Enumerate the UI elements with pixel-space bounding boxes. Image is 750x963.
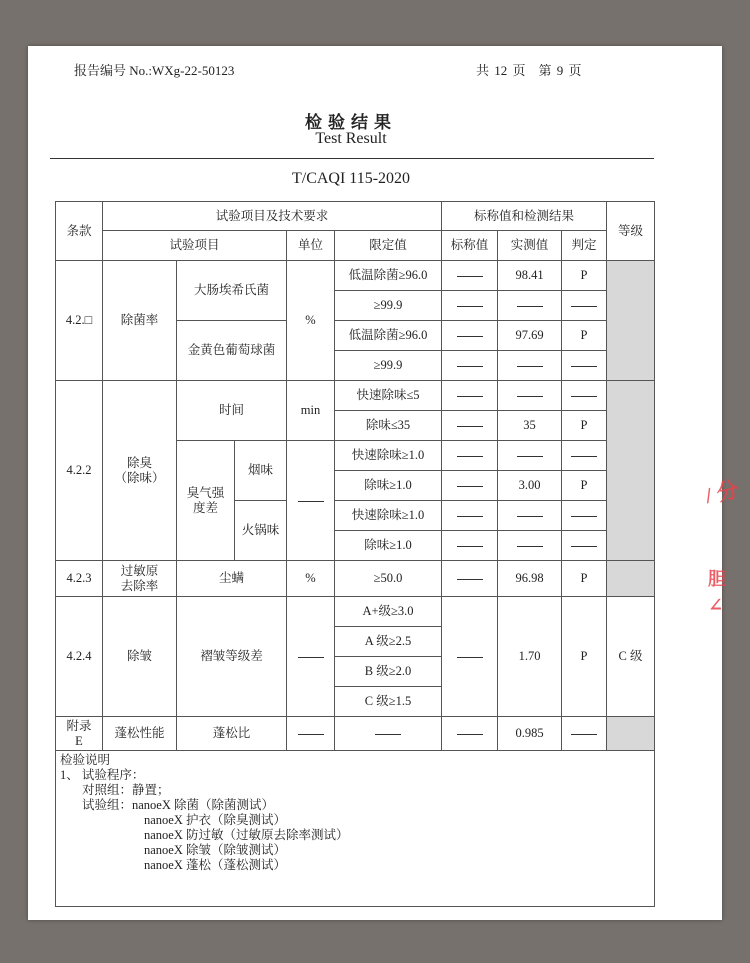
table-subheader-row bbox=[56, 231, 655, 261]
sub-item-cell: 烟味 bbox=[235, 441, 287, 501]
verdict-cell: P bbox=[562, 597, 607, 717]
nominal-cell bbox=[442, 441, 498, 471]
seal-fragment: / 分 bbox=[702, 476, 742, 509]
title-english: Test Result bbox=[315, 130, 387, 147]
grade-cell bbox=[607, 717, 655, 751]
limit-cell: A+级≥3.0 bbox=[335, 597, 442, 627]
nominal-cell bbox=[442, 561, 498, 597]
header-unit: 单位 bbox=[287, 231, 335, 261]
limit-cell: 快速除味≤5 bbox=[335, 381, 442, 411]
measured-cell bbox=[498, 501, 562, 531]
sub-item-cell: 大肠埃希氏菌 bbox=[177, 261, 287, 321]
nominal-cell bbox=[442, 717, 498, 751]
notes-line: nanoeX 蓬松（蓬松测试） bbox=[144, 858, 286, 872]
grade-cell bbox=[607, 381, 655, 561]
verdict-cell: P bbox=[562, 321, 607, 351]
measured-cell: 96.98 bbox=[498, 561, 562, 597]
limit-cell: A 级≥2.5 bbox=[335, 627, 442, 657]
limit-cell: 除味≤35 bbox=[335, 411, 442, 441]
verdict-cell: P bbox=[562, 411, 607, 441]
clause-cell: 4.2.□ bbox=[56, 261, 103, 381]
verdict-cell bbox=[562, 501, 607, 531]
limit-cell: B 级≥2.0 bbox=[335, 657, 442, 687]
measured-cell: 1.70 bbox=[498, 597, 562, 717]
nominal-cell bbox=[442, 261, 498, 291]
verdict-cell bbox=[562, 717, 607, 751]
table-row bbox=[56, 597, 655, 627]
measured-cell: 98.41 bbox=[498, 261, 562, 291]
standard-code: T/CAQI 115-2020 bbox=[291, 170, 411, 187]
nominal-cell bbox=[442, 411, 498, 441]
header-nominal-results: 标称值和检测结果 bbox=[442, 202, 607, 231]
sub-item-cell: 蓬松比 bbox=[177, 717, 287, 751]
limit-cell: 低温除菌≥96.0 bbox=[335, 261, 442, 291]
notes-line: nanoeX 除皱（除皱测试） bbox=[144, 843, 286, 857]
notes-row bbox=[56, 751, 655, 907]
verdict-cell: P bbox=[562, 261, 607, 291]
limit-cell bbox=[335, 717, 442, 751]
grade-cell bbox=[607, 261, 655, 381]
header-limit: 限定值 bbox=[335, 231, 442, 261]
limit-cell: 低温除菌≥96.0 bbox=[335, 321, 442, 351]
header-rule bbox=[50, 158, 654, 159]
clause-cell: 4.2.3 bbox=[56, 561, 103, 597]
sub-item-cell: 时间 bbox=[177, 381, 287, 441]
limit-cell: ≥50.0 bbox=[335, 561, 442, 597]
item-cell: 过敏原 去除率 bbox=[103, 561, 177, 597]
verdict-cell: P bbox=[562, 561, 607, 597]
clause-cell: 4.2.4 bbox=[56, 597, 103, 717]
notes-line: 1、 试验程序： bbox=[60, 768, 145, 782]
nominal-cell bbox=[442, 321, 498, 351]
header-grade: 等级 bbox=[607, 202, 655, 261]
measured-cell: 97.69 bbox=[498, 321, 562, 351]
nominal-cell bbox=[442, 381, 498, 411]
measured-cell bbox=[498, 351, 562, 381]
table-row bbox=[56, 561, 655, 597]
result-table bbox=[55, 201, 655, 907]
item-cell: 蓬松性能 bbox=[103, 717, 177, 751]
unit-cell bbox=[287, 441, 335, 561]
sub-item-cell: 尘螨 bbox=[177, 561, 287, 597]
grade-cell bbox=[607, 561, 655, 597]
header-items-requirements: 试验项目及技术要求 bbox=[103, 202, 442, 231]
notes-line: 试验组：nanoeX 除菌（除菌测试） bbox=[82, 798, 274, 812]
title-chinese: 检验结果 bbox=[305, 113, 397, 132]
unit-cell bbox=[287, 597, 335, 717]
clause-cell: 附录 E bbox=[56, 717, 103, 751]
item-cell: 除臭 （除味） bbox=[103, 381, 177, 561]
nominal-cell bbox=[442, 291, 498, 321]
table-row bbox=[56, 261, 655, 291]
notes-line: nanoeX 防过敏（过敏原去除率测试） bbox=[144, 828, 349, 842]
limit-cell: 除味≥1.0 bbox=[335, 531, 442, 561]
header-measured: 实测值 bbox=[498, 231, 562, 261]
header-clause: 条款 bbox=[56, 202, 103, 261]
nominal-cell bbox=[442, 471, 498, 501]
grade-cell: C 级 bbox=[607, 597, 655, 717]
nominal-cell bbox=[442, 531, 498, 561]
verdict-cell bbox=[562, 441, 607, 471]
nominal-cell bbox=[442, 501, 498, 531]
sub-item-cell: 臭气强 度差 bbox=[177, 441, 235, 561]
limit-cell: ≥99.9 bbox=[335, 291, 442, 321]
page-info: 共 12 页 第 9 页 bbox=[476, 63, 582, 78]
limit-cell: 快速除味≥1.0 bbox=[335, 441, 442, 471]
measured-cell bbox=[498, 531, 562, 561]
limit-cell: 快速除味≥1.0 bbox=[335, 501, 442, 531]
notes-line: 对照组：静置； bbox=[82, 783, 170, 797]
sub-item-cell: 火锅味 bbox=[235, 501, 287, 561]
measured-cell bbox=[498, 381, 562, 411]
unit-cell bbox=[287, 717, 335, 751]
verdict-cell bbox=[562, 291, 607, 321]
table-row bbox=[56, 381, 655, 411]
measured-cell bbox=[498, 291, 562, 321]
verdict-cell bbox=[562, 381, 607, 411]
table-row bbox=[56, 717, 655, 751]
unit-cell: % bbox=[287, 561, 335, 597]
report-page bbox=[28, 46, 722, 920]
nominal-cell bbox=[442, 351, 498, 381]
clause-cell: 4.2.2 bbox=[56, 381, 103, 561]
nominal-cell bbox=[442, 597, 498, 717]
unit-cell: min bbox=[287, 381, 335, 441]
limit-cell: 除味≥1.0 bbox=[335, 471, 442, 501]
notes-cell bbox=[56, 751, 655, 907]
notes-title: 检验说明 bbox=[60, 753, 111, 767]
verdict-cell bbox=[562, 351, 607, 381]
seal-fragment: 胆 bbox=[708, 569, 726, 589]
limit-cell: ≥99.9 bbox=[335, 351, 442, 381]
seal-fragment: ∠ bbox=[708, 595, 724, 615]
measured-cell bbox=[498, 441, 562, 471]
unit-cell: % bbox=[287, 261, 335, 381]
header-item: 试验项目 bbox=[103, 231, 287, 261]
verdict-cell: P bbox=[562, 471, 607, 501]
measured-cell: 35 bbox=[498, 411, 562, 441]
sub-item-cell: 褶皱等级差 bbox=[177, 597, 287, 717]
table-header-row bbox=[56, 202, 655, 231]
report-number: 报告编号 No.:WXg-22-50123 bbox=[74, 63, 235, 78]
limit-cell: C 级≥1.5 bbox=[335, 687, 442, 717]
measured-cell: 3.00 bbox=[498, 471, 562, 501]
header-verdict: 判定 bbox=[562, 231, 607, 261]
verdict-cell bbox=[562, 531, 607, 561]
measured-cell: 0.985 bbox=[498, 717, 562, 751]
item-cell: 除菌率 bbox=[103, 261, 177, 381]
notes-line: nanoeX 护衣（除臭测试） bbox=[144, 813, 286, 827]
header-nominal: 标称值 bbox=[442, 231, 498, 261]
item-cell: 除皱 bbox=[103, 597, 177, 717]
sub-item-cell: 金黄色葡萄球菌 bbox=[177, 321, 287, 381]
